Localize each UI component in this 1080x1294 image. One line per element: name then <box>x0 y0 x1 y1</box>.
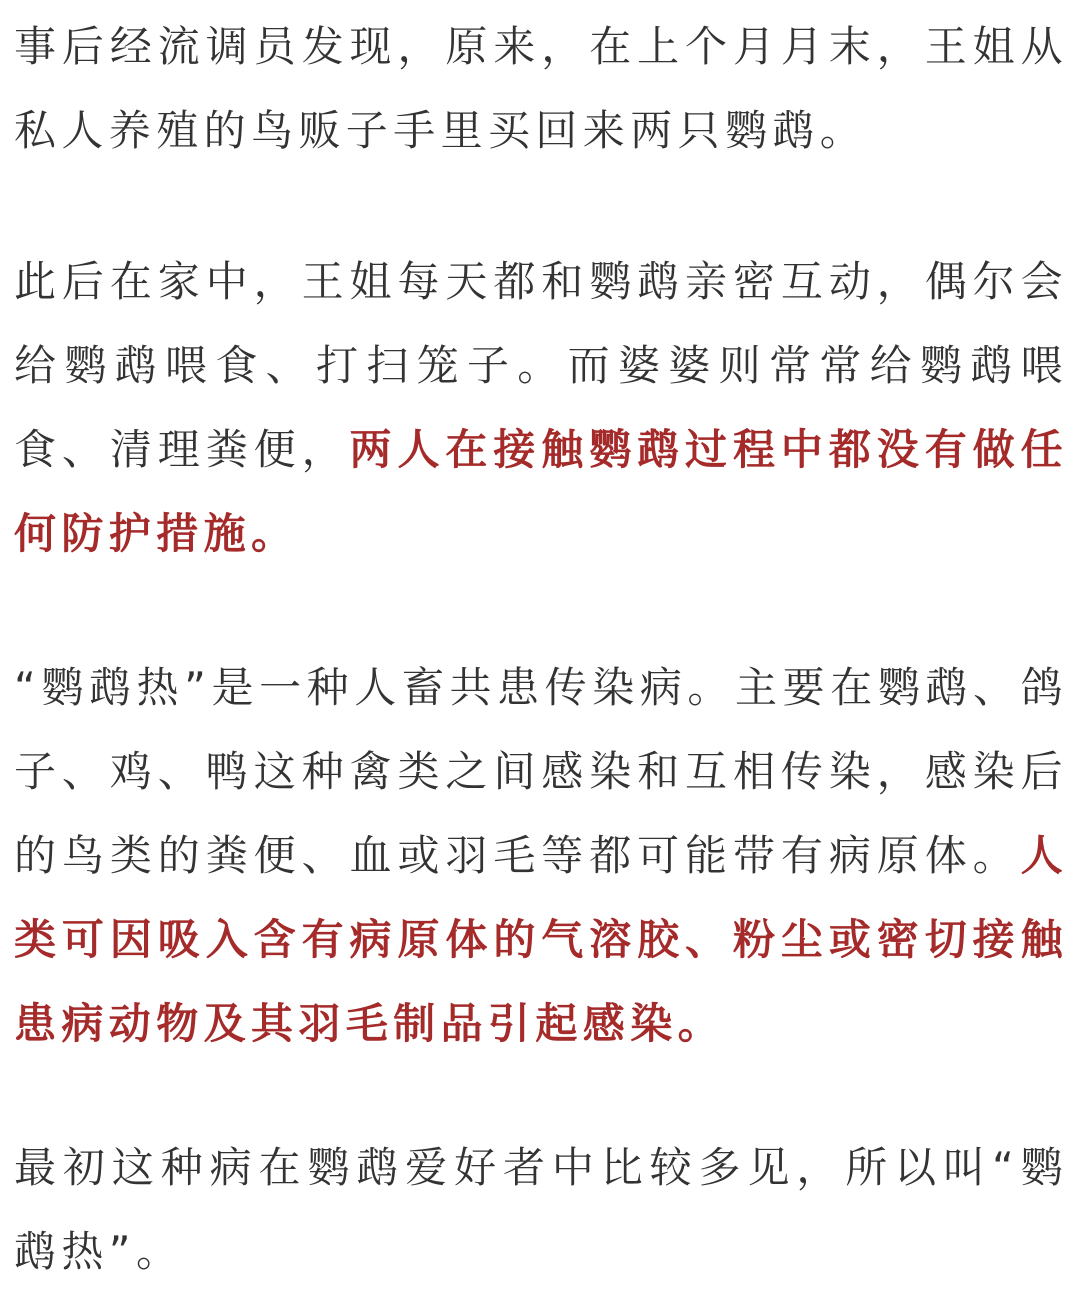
paragraph-text: 事后经流调员发现，原来，在上个月月末，王姐从私人养殖的鸟贩子手里买回来两只鹦鹉。 <box>14 22 1068 155</box>
paragraph-2 <box>14 240 1068 576</box>
paragraph-text: 此后在家中，王姐每天都和鹦鹉亲密互动，偶尔会给鹦鹉喂食、打扫笼子。而婆婆则常常给鹦鹉喂食、清理粪便， <box>14 257 1068 474</box>
paragraph-4 <box>14 1126 1068 1294</box>
emphasized-text: 两人在接触鹦鹉过程中都没有做任何防护措施。 <box>14 425 1068 558</box>
paragraph-text: “鹦鹉热”是一种人畜共患传染病。主要在鹦鹉、鸽子、鸡、鸭这种禽类之间感染和互相传染，感染后的鸟类的粪便、血或羽毛等都可能带有病原体。 <box>14 663 1068 880</box>
paragraph-1 <box>14 5 1068 173</box>
paragraph-text: 最初这种病在鹦鹉爱好者中比较多见，所以叫“鹦鹉热”。 <box>14 1143 1068 1276</box>
paragraph-3 <box>14 646 1068 1066</box>
emphasized-text: 人类可因吸入含有病原体的气溶胶、粉尘或密切接触患病动物及其羽毛制品引起感染。 <box>14 831 1068 1048</box>
